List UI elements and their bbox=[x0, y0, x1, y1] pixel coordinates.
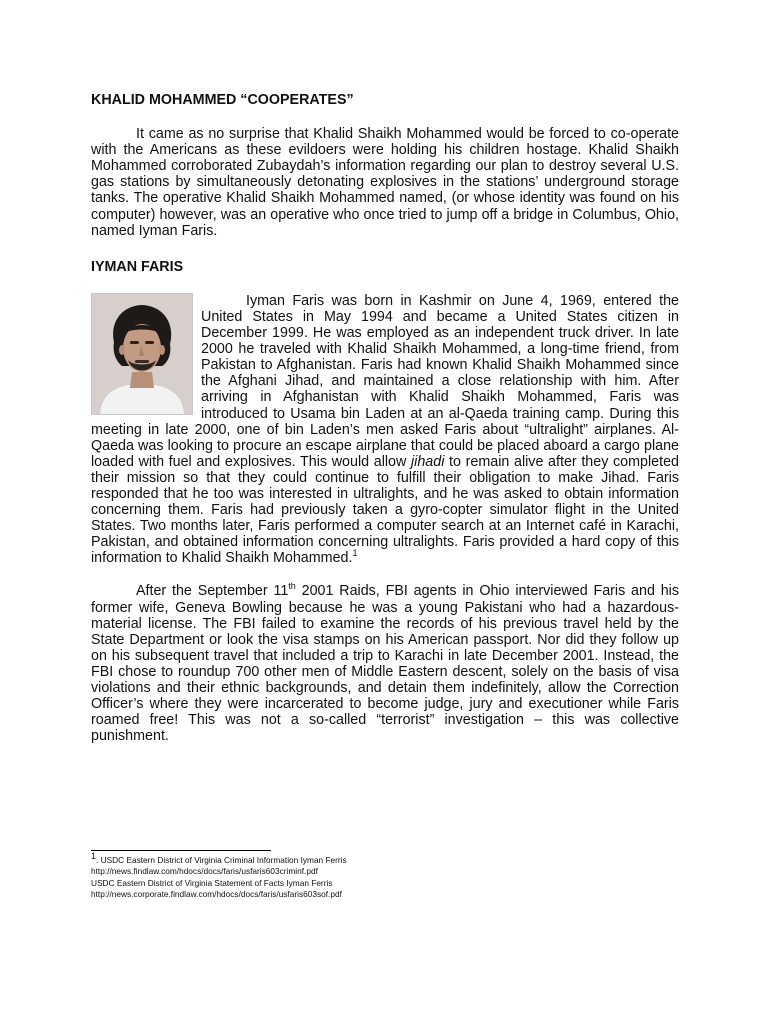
paragraph-faris-bio bbox=[91, 293, 679, 567]
paragraph-fbi-text-1: After the September 11 bbox=[136, 583, 289, 600]
section-heading-faris: IYMAN FARIS bbox=[91, 258, 184, 275]
portrait-photo bbox=[91, 293, 193, 415]
footnote-source-1: . USDC Eastern District of Virginia Criminal Information Iyman Ferris bbox=[96, 855, 347, 865]
paragraph-cooperates: It came as no surprise that Khalid Shaikh Mohammed would be forced to co-operate with the Americans as these evildoers were holding his children hostage. Khalid Shaikh Mohammed corroborated Zubaydah’s information regarding our plan to destroy several U.S. gas stations by simultaneously detonating explosives in the stations’ underground storage tanks. The operative Khalid Shaikh Mohammed named, (or whose identity was found on his computer) however, was an operative who once tried to jump off a bridge in Columbus, Ohio, named Iyman Faris. bbox=[91, 126, 679, 239]
footnote-source-2: USDC Eastern District of Virginia Statement of Facts Iyman Ferris bbox=[91, 877, 333, 888]
section-heading-khalid: KHALID MOHAMMED “COOPERATES” bbox=[91, 92, 354, 108]
paragraph-fbi bbox=[91, 583, 679, 744]
portrait-image bbox=[92, 294, 192, 414]
footnote-url-2: http://news.corporate.findlaw.com/hdocs/docs/faris/usfaris603sof.pdf bbox=[91, 889, 342, 900]
paragraph-fbi-text-2: 2001 Raids, FBI agents in Ohio interviewed Faris and his former wife, Geneva Bowling because he was a young Pakistani who had a hazardous-material license. The FBI failed to examine the records of his previous travel held by the State Department or look the visa stamps on his American passport. Nor did they follow up on his subsequent travel that included a trip to Karachi in late December 2001. Instead, the FBI chose to roundup 700 other men of Middle Eastern descent, solely on the basis of visa violations and their ethnic backgrounds, and detain them indefinitely, allow the Correction Officer’s where they were incarcerated to become judge, jury and executioner while Faris roamed free! This was not a so-called “terrorist” investigation – this was collective punishment. bbox=[91, 583, 679, 745]
paragraph-faris-text-2: to remain alive after they completed their mission so that they could continue to fulfill their obligation to make Jihad. Faris responded that he too was interested in ultralights, and he was asked to obtain information concerning them. Faris had previously taken a gyro-copter simulator flight in the United States. Two months later, Faris performed a computer search at an Internet café in Karachi, Pakistan, and obtained information concerning ultralights. Faris provided a hard copy of this information to Khalid Shaikh Mohammed. bbox=[91, 453, 679, 567]
document-body bbox=[91, 88, 679, 744]
footnote-line-1 bbox=[91, 851, 691, 866]
footnote-reference: 1 bbox=[352, 548, 358, 559]
paragraph-faris-italic: jihadi bbox=[410, 453, 445, 470]
footnote-marker: 1 bbox=[91, 851, 97, 862]
ordinal-suffix: th bbox=[288, 581, 296, 592]
paragraph-faris-text-1: Iyman Faris was born in Kashmir on June 4, 1969, entered the United States in May 1994 and became a United States citizen in December 1999. He was employed as an independent truck driver. In late 2000 he traveled with Khalid Shaikh Mohammed, a long-time friend, from Pakistan to Afghanistan. Faris had known Khalid Shaikh Mohammed since the Afghani Jihad, and maintained a close relationship with him. After arriving in Afghanistan with Khalid Shaikh Mohammed, Faris was introduced to Usama bin Laden at an al-Qaeda training camp. During this meeting in late 2000, one of bin Laden’s men asked Faris about “ultralight” airplanes. Al-Qaeda was looking to procure an escape airplane that could be placed aboard a cargo plane loaded with fuel and explosives. This would allow bbox=[91, 292, 679, 470]
footnote-url-1: http://news.findlaw.com/hdocs/docs/faris/usfaris603criminf.pdf bbox=[91, 866, 318, 877]
footnote-divider bbox=[91, 850, 271, 851]
footnotes bbox=[91, 850, 691, 901]
